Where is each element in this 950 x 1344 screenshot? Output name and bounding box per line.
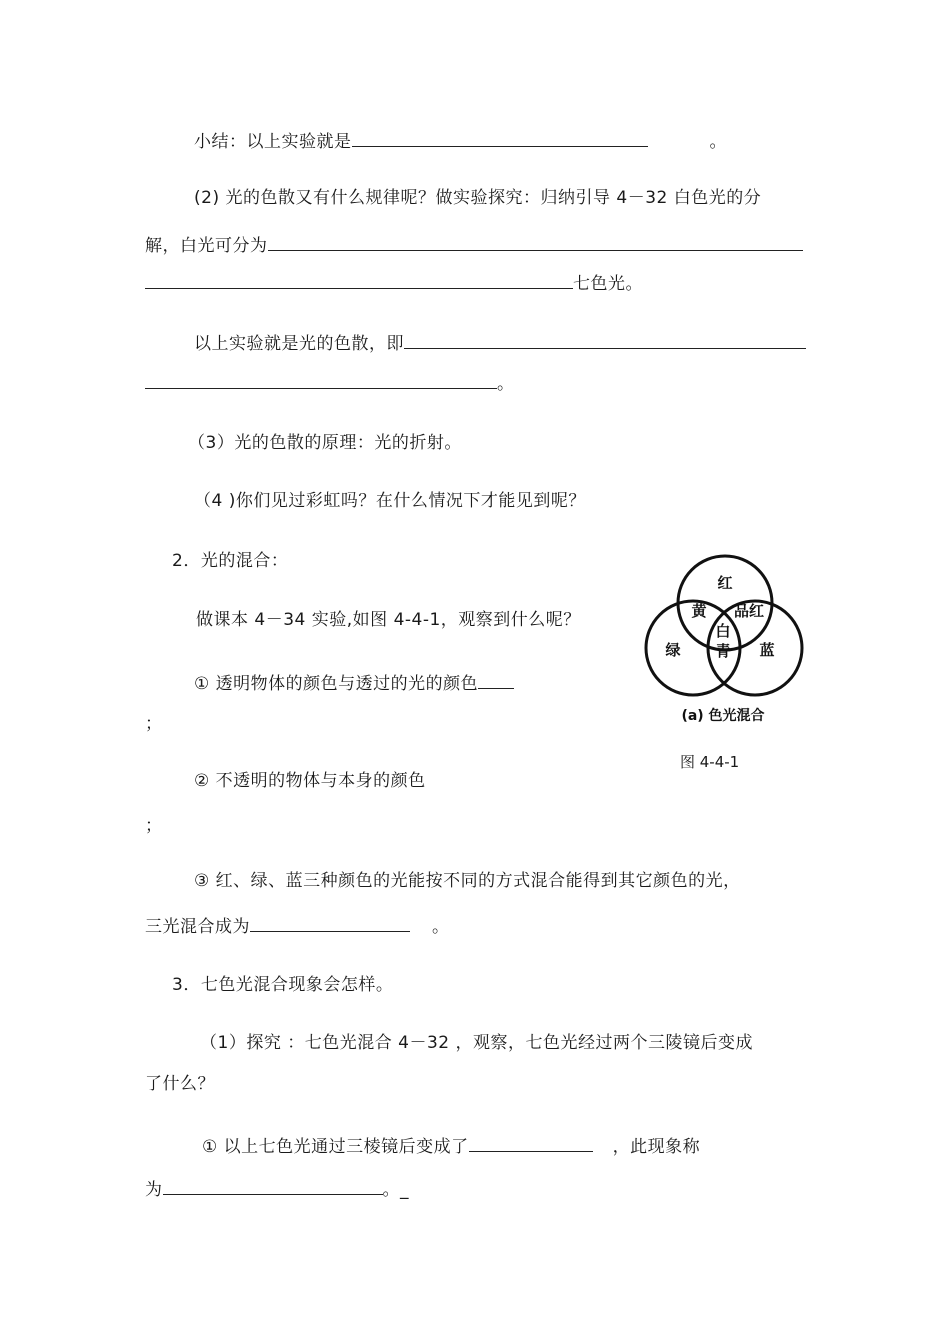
semicolon: ；: [145, 714, 163, 734]
semicolon: ；: [145, 816, 163, 836]
figure-caption: 图 4-4-1: [680, 753, 740, 771]
summary-text: 小结：以上实验就是: [194, 132, 352, 152]
answer-blank[interactable]: [404, 330, 806, 349]
explore-line: （1）探究 ：七色光混合 4－32 ，观察，七色光经过两个三陵镜后变成: [200, 1033, 753, 1053]
answer-blank[interactable]: [469, 1133, 593, 1152]
label-red: 红: [717, 574, 733, 592]
rainbow-question: （4 )你们见过彩虹吗？在什么情况下才能见到呢？: [194, 491, 586, 511]
answer-blank[interactable]: [352, 128, 648, 147]
period: 。: [432, 917, 450, 937]
item-2-line: ② 不透明的物体与本身的颜色: [194, 771, 426, 791]
figure-subtitle: (a) 色光混合: [681, 708, 765, 724]
color-mixing-figure: [637, 548, 812, 738]
seven-colors-line: [145, 270, 643, 295]
item-3-line: ③ 红、绿、蓝三种颜色的光能按不同的方式混合能得到其它颜色的光，: [194, 871, 741, 891]
label-magenta: 品红: [733, 602, 765, 620]
item-1-text: ① 透明物体的颜色与透过的光的颜色: [194, 674, 479, 694]
period: 。: [497, 374, 515, 394]
prism-line: [202, 1133, 700, 1158]
question-2-line: (2) 光的色散又有什么规律呢？做实验探究：归纳引导 4－32 白色光的分: [194, 188, 762, 208]
three-light-text: 三光混合成为: [145, 917, 250, 937]
section-3-heading: 3．七色光混合现象会怎样。: [172, 975, 394, 995]
label-white: 白: [715, 622, 731, 640]
summary-line: [194, 128, 727, 153]
phenomenon-line: [145, 1176, 409, 1201]
answer-blank[interactable]: [163, 1176, 383, 1195]
section-2-heading: 2．光的混合：: [172, 551, 289, 571]
white-light-line: [145, 232, 803, 257]
dispersion-text: 以上实验就是光的色散，即: [194, 334, 404, 354]
venn-diagram: [637, 548, 812, 738]
phenomenon-prefix: 为: [145, 1180, 163, 1200]
white-light-text: 解，白光可分为: [145, 236, 268, 256]
prism-text: ① 以上七色光通过三棱镜后变成了: [202, 1137, 469, 1157]
explore-cont-line: 了什么？: [145, 1074, 215, 1094]
answer-blank[interactable]: [145, 370, 497, 389]
label-blue: 蓝: [759, 641, 775, 659]
answer-blank[interactable]: [145, 270, 573, 289]
label-yellow: 黄: [691, 602, 707, 620]
dispersion-line: [194, 330, 806, 355]
label-cyan: 青: [715, 642, 731, 660]
answer-blank[interactable]: [250, 913, 410, 932]
phenomenon-text: ，此现象称: [612, 1137, 701, 1157]
period: 。_: [382, 1180, 409, 1200]
dispersion-cont-line: [145, 370, 515, 395]
answer-blank[interactable]: [478, 670, 514, 689]
experiment-line: 做课本 4－34 实验,如图 4-4-1，观察到什么呢？: [196, 610, 581, 630]
period: 。: [709, 132, 727, 152]
three-light-line: [145, 913, 450, 938]
item-1-line: [194, 670, 514, 695]
label-green: 绿: [665, 641, 681, 659]
answer-blank[interactable]: [268, 232, 803, 251]
principle-line: （3）光的色散的原理：光的折射。: [188, 433, 462, 453]
seven-colors-text: 七色光。: [573, 274, 643, 294]
